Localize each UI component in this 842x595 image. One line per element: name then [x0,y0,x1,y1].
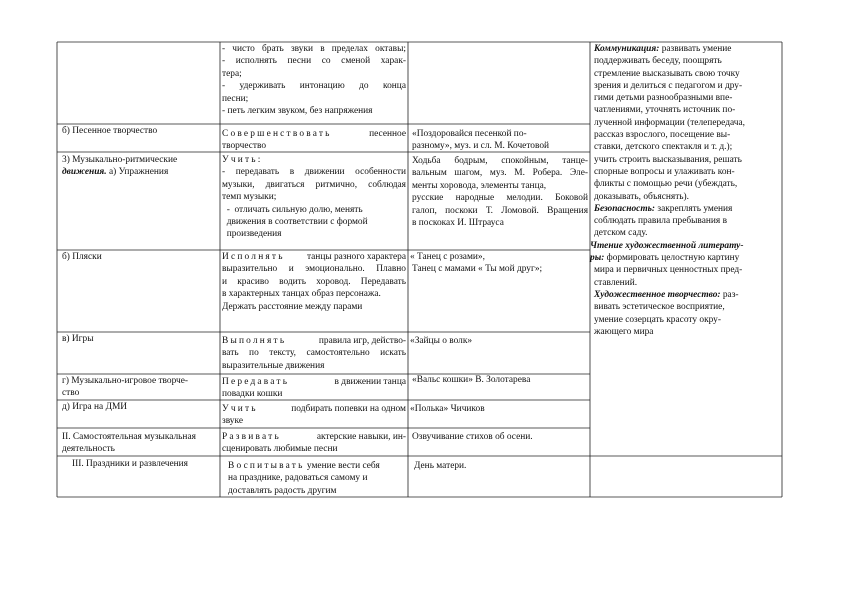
row7-col1 [62,431,222,456]
section-label [62,154,218,166]
text-line: соблюдать правила пребывания в [594,216,728,227]
text-fragment: песенное [369,129,406,139]
text-line: доставлять радость другим [228,485,337,496]
text-line [222,431,406,443]
text-line: вать по тексту, самостоятельно искать [222,348,406,359]
text-line [222,251,406,263]
text-line: - удерживать интонацию до конца [222,81,406,92]
text-line: поддерживать беседу, поощрять [594,56,722,67]
text-line: менты хоровода, элементы танца, [412,180,547,191]
area-title-reading: Чтение художественной литерату- [590,240,744,251]
text-line: доказывать, объяснять). [594,191,690,202]
row4-col3 [410,335,588,347]
text-line: лученной информации (телепередача, [594,117,745,128]
row6-col3 [410,403,588,415]
text-line: Танец с мамами « Ты мой друг»; [412,264,543,275]
text-line: - отличать сильную долю, менять [222,204,363,215]
action-verb: Учить: [222,155,263,165]
row8-col2 [228,460,406,497]
text-fragment: а) Упражнения [106,167,169,178]
text-line: вальным шагом, муз. М. Робера. Эле- [412,168,588,179]
action-verb: Выполнять [222,336,287,346]
text-fragment: подбирать попевки на одном [291,404,406,414]
text-line: гими детьми разнообразными впе- [594,93,733,104]
text-line: выразительные движения [222,360,325,371]
text-line: фликты с помощью речи (убеждать, [594,179,738,190]
text-line: вивать эстетическое восприятие, [594,302,725,313]
text-line [222,128,406,140]
text-line: произведения [222,229,282,240]
text-fragment: в движении танца [334,377,406,387]
section-label [62,166,218,178]
section-label: б) Пляски [62,252,102,262]
section-label: деятельность [62,444,115,455]
text-line: мира и первичных ценностных пред- [594,265,743,276]
text-fragment: актерские навыки, ин- [316,432,406,442]
text-fragment: правила игр, действо- [318,336,406,346]
text-line: зрения и делиться с педагогом и дру- [594,80,743,91]
text-line [228,460,406,472]
text-fragment: танцы разного характера [306,252,406,262]
text-line: звуке [222,416,243,427]
text-line: - исполнять песни со сменой харак- [222,56,406,67]
text-fragment: движения. [62,167,107,178]
text-line: Озвучивание стихов об осени. [412,432,533,442]
section-label: в) Игры [62,334,94,344]
action-verb: Воспитывать [228,461,305,471]
text-line: разному», муз. и сл. М. Кочетовой [412,141,550,152]
row2-col3 [412,155,588,229]
row4-col2 [222,335,406,372]
text-line: повадки кошки [222,389,283,400]
text-fragment: умение вести себя [304,461,380,471]
action-verb: Совершенствовать [222,129,332,139]
area-title-reading-cont: ры: [590,253,605,264]
text-line: «Поздоровайся песенкой по- [412,129,527,139]
integration-column [590,43,779,338]
section-label: б) Песенное творчество [62,126,158,136]
text-line: День матери. [414,461,467,471]
row8-col1 [72,458,218,470]
text-line: ставки, детского спектакля и т. д.); [594,142,733,153]
text-line: на празднике, радоваться самому и [228,473,368,484]
text-line: Ходьба бодрым, спокойным, танце- [412,156,588,166]
text-fragment: развивать умение [659,44,732,54]
area-title-art: Художественное творчество: [594,289,721,300]
action-verb: Передавать [222,377,290,387]
section-label: III. Праздники и развлечения [72,459,188,469]
text-line: - передавать в движении особенности [222,167,406,178]
action-verb: Учить [222,404,258,414]
action-verb: Развивать [222,432,281,442]
row5-col3 [412,374,588,386]
text-line: ставлений. [594,277,638,288]
text-line: умение созерцать красоту окру- [594,314,721,325]
text-line: «Зайцы о волк» [410,336,473,346]
row7-col3 [412,431,588,443]
text-line [590,252,779,264]
text-line [222,403,406,415]
row8-col3 [414,460,588,472]
section-label: д) Игра на ДМИ [62,402,128,412]
text-line: «Полька» Чичиков [410,404,485,414]
row5-col2 [222,376,406,401]
text-line: Держать расстояние между парами [222,301,363,312]
row3-col1 [62,251,218,263]
text-fragment: раз- [720,289,739,300]
row6-col2 [222,403,406,428]
section-label: г) Музыкально-игровое творче- [62,376,189,386]
row6-col1 [62,401,218,413]
area-title-safety: Безопасность: [594,203,656,214]
text-line: движения в соответствии с формой [222,217,368,228]
row4-col1 [62,333,218,345]
row3-col2 [222,251,406,313]
text-line: - петь легким звуком, без напряжения [222,106,373,117]
row7-col2 [222,431,406,456]
row2-col1 [62,154,218,179]
area-title-communication: Коммуникация: [594,44,660,54]
text-line [222,376,406,388]
text-line: « Танец с розами», [410,252,485,262]
text-line: детском саду. [594,228,648,239]
text-line: и красиво водить хоровод. Передавать [222,276,406,287]
row2-col2 [222,154,406,241]
text-fragment: формировать целостную картину [604,253,740,264]
text-line: творчество [222,141,267,152]
text-line: - чисто брать звуки в пределах октавы; [222,44,406,54]
text-line: сценировать любимые песни [222,444,338,455]
text-line: выразительно и эмоционально. Плавно [222,264,406,275]
text-line: темп музыки; [222,192,277,203]
text-line: тера; [222,68,242,79]
text-line: жающего мира [594,326,654,337]
row5-col1 [62,375,218,400]
row1-col1 [62,125,218,137]
text-line [594,203,779,215]
row0-col2 [222,43,406,117]
action-verb: Исполнять [222,252,285,262]
text-line: «Вальс кошки» В. Золотарева [412,375,531,385]
text-line: в поскоках И. Штрауса [412,218,504,229]
row1-col2 [222,128,406,153]
text-fragment: закреплять умения [655,203,733,214]
text-line [222,335,406,347]
text-line: стремление высказывать свою точку [594,68,740,79]
text-line [590,240,779,252]
text-line: музыки, двигаться ритмично, соблюдая [222,179,406,190]
text-line: русские народные мелодии. Боковой [412,193,588,204]
text-line: учить строить высказывания, решать [594,154,742,165]
row1-col3 [412,128,588,153]
text-line [594,43,779,55]
text-line: спорные вопросы и улаживать кон- [594,166,735,177]
text-line: песни; [222,93,249,104]
text-line [594,289,779,301]
section-label: ство [62,388,80,399]
text-line: чатлениями, уточнять источник по- [594,105,736,116]
row3-col3 [410,251,588,276]
section-label: II. Самостоятельная музыкальная [62,432,196,442]
text-line: в характерных танцах образ персонажа. [222,289,381,300]
text-fragment: 3) Музыкально-ритмические [62,155,178,165]
text-line: галоп, поскоки Т. Ломовой. Вращения [412,205,588,216]
text-line: рассказ взрослого, посещение вы- [594,130,731,141]
